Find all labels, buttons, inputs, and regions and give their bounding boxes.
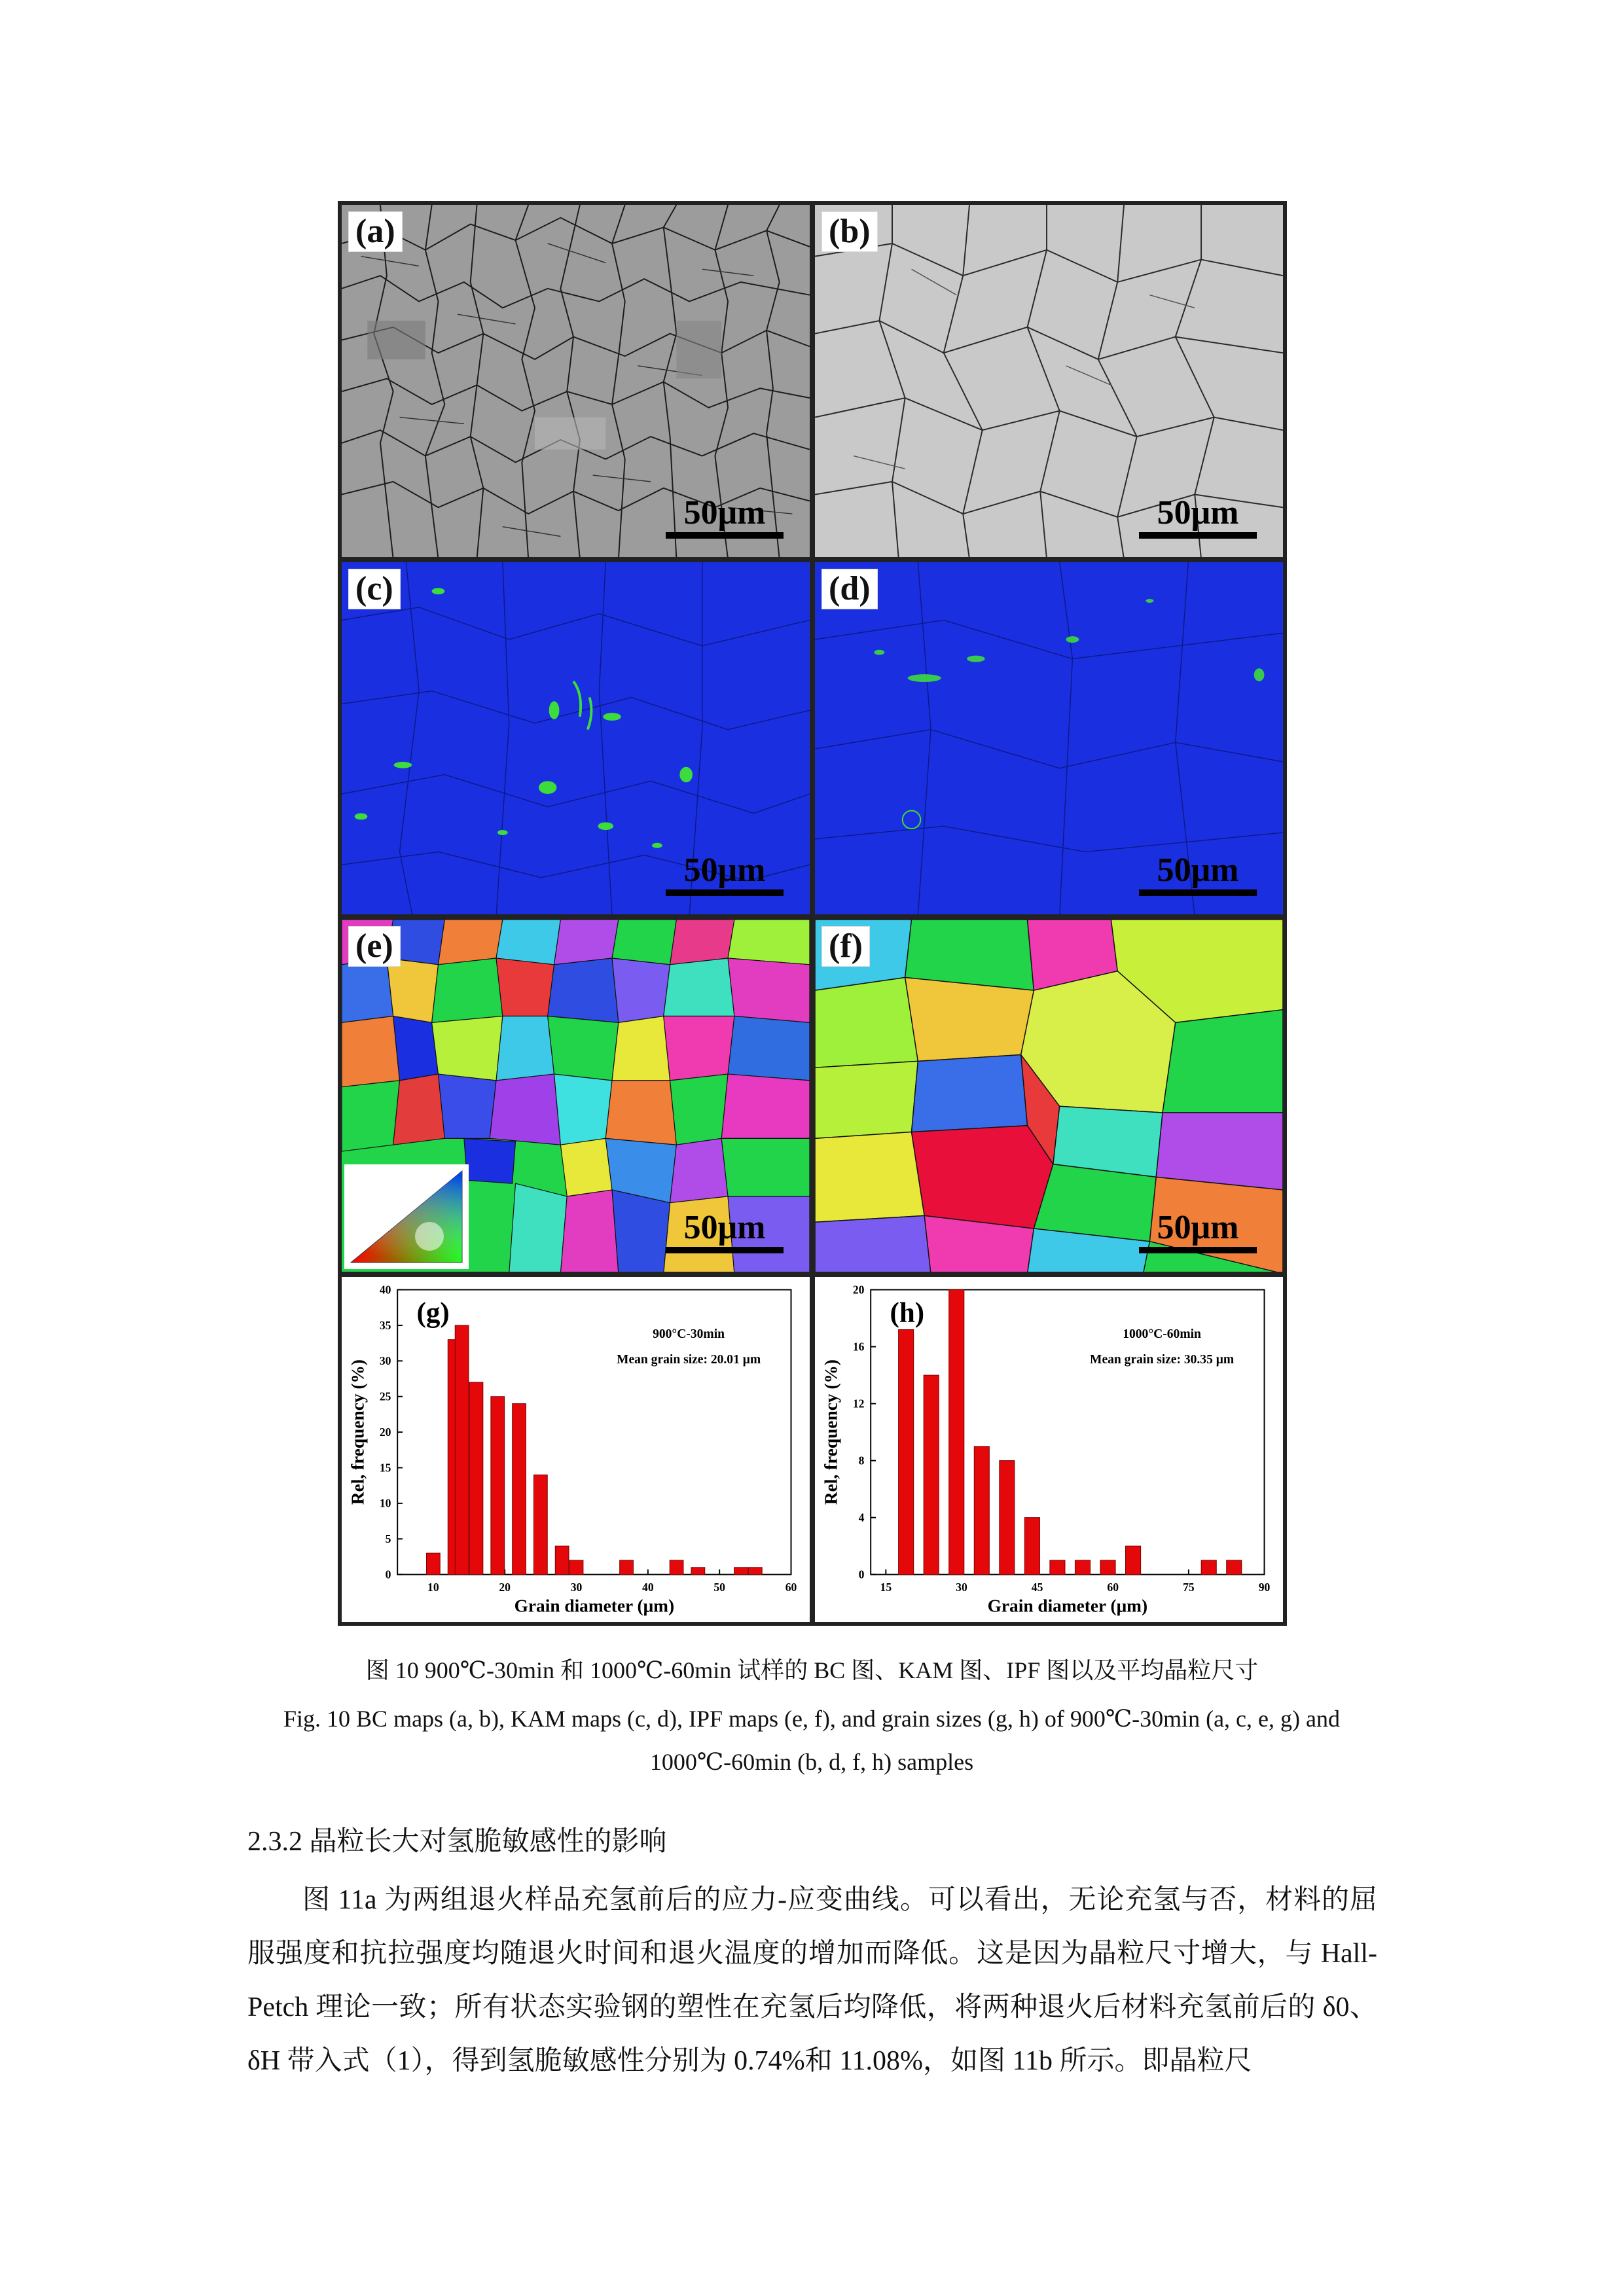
scale-bar-label: 50μm (1157, 494, 1239, 531)
histogram-bar (426, 1553, 440, 1575)
histogram-bar (1100, 1560, 1115, 1575)
panel-c-kam-map (338, 558, 814, 918)
x-tick-label: 60 (1107, 1581, 1119, 1594)
y-tick-label: 30 (379, 1354, 391, 1368)
histogram-bar (555, 1546, 569, 1575)
panel-f-ipf-map (811, 916, 1287, 1276)
histogram-bar (748, 1568, 762, 1575)
histogram-bar (1201, 1560, 1216, 1575)
y-axis-label: Rel, frequency (%) (348, 1359, 368, 1505)
histogram-bar (455, 1325, 469, 1575)
y-tick-label: 12 (852, 1397, 865, 1410)
scale-bar (1139, 494, 1257, 539)
y-tick-label: 0 (858, 1568, 865, 1581)
x-tick-label: 90 (1258, 1581, 1271, 1594)
y-tick-label: 0 (385, 1568, 391, 1581)
panel-label: (a) (348, 211, 403, 252)
histogram-bar (569, 1560, 583, 1575)
x-tick-label: 20 (499, 1581, 511, 1594)
histogram-bar (533, 1475, 547, 1574)
annotation-condition: 900°C-30min (653, 1327, 725, 1341)
panel-e-ipf-map (338, 916, 814, 1276)
y-tick-label: 5 (385, 1532, 391, 1546)
histogram-bar (670, 1560, 683, 1575)
scale-bar-label: 50μm (1157, 1209, 1239, 1246)
scale-bar-label: 50μm (683, 1209, 766, 1246)
panel-h-histogram (811, 1273, 1287, 1626)
scale-bar-label: 50μm (1157, 852, 1239, 889)
x-tick-label: 60 (785, 1581, 797, 1594)
panel-label: (h) (890, 1297, 925, 1329)
panel-a-bc-map (338, 201, 814, 561)
panel-b-bc-map (811, 201, 1287, 561)
histogram-bar (949, 1290, 964, 1575)
histogram-bar (899, 1329, 914, 1574)
scale-bar (666, 854, 784, 896)
x-axis-label: Grain diameter (μm) (514, 1596, 675, 1616)
y-tick-label: 25 (379, 1390, 391, 1403)
panel-d-kam-map (811, 558, 1287, 918)
histogram-bar (1227, 1560, 1242, 1575)
scale-bar-label: 50μm (683, 494, 766, 531)
histogram-bar (691, 1568, 705, 1575)
scale-bar (1139, 854, 1257, 896)
panel-label: (g) (416, 1297, 450, 1329)
x-tick-label: 15 (880, 1581, 892, 1594)
grain-size-chart-1000 (815, 1277, 1283, 1622)
scale-bar-line (1139, 532, 1257, 539)
x-tick-label: 10 (427, 1581, 439, 1594)
annotation-mean-grain-size: Mean grain size: 20.01 μm (617, 1352, 761, 1367)
histogram-bar (1126, 1546, 1141, 1575)
scale-bar-line (1139, 889, 1257, 896)
panel-label: (c) (348, 569, 401, 609)
histogram-bar (1024, 1518, 1039, 1575)
figure-caption-chinese: 图 10 900℃-30min 和 1000℃-60min 试样的 BC 图、KAM 图、IPF 图以及平均晶粒尺寸 (365, 1657, 1259, 1683)
y-tick-label: 40 (379, 1283, 391, 1297)
scale-bar (666, 494, 784, 539)
histogram-bar (513, 1404, 526, 1575)
y-tick-label: 10 (379, 1496, 391, 1510)
y-tick-label: 15 (379, 1461, 391, 1475)
histogram-bar (734, 1568, 748, 1575)
histogram-bar (491, 1397, 505, 1575)
x-tick-label: 30 (570, 1581, 583, 1594)
figure-caption-english (249, 1697, 1375, 1784)
annotation-mean-grain-size: Mean grain size: 30.35 μm (1090, 1352, 1235, 1367)
y-tick-label: 16 (852, 1340, 865, 1354)
histogram-bar (924, 1375, 939, 1575)
scale-bar-line (666, 532, 784, 539)
scale-bar-line (666, 889, 784, 896)
caption-en-line-1: Fig. 10 BC maps (a, b), KAM maps (c, d), IPF maps (e, f), and grain sizes (g, h) of 900℃-30min (a, c, e, g) and (283, 1706, 1340, 1732)
figure-10 (338, 201, 1287, 1626)
caption-en-line-2: 1000℃-60min (b, d, f, h) samples (649, 1749, 974, 1775)
x-tick-label: 30 (956, 1581, 967, 1594)
histogram-bar (1050, 1560, 1065, 1575)
y-tick-label: 4 (858, 1511, 865, 1524)
ipf-color-key-triangle (344, 1164, 469, 1269)
x-tick-label: 40 (642, 1581, 654, 1594)
panel-label: (e) (348, 926, 401, 967)
x-tick-label: 50 (713, 1581, 725, 1594)
panel-label: (f) (821, 926, 870, 967)
y-tick-label: 20 (379, 1425, 391, 1439)
panel-g-histogram (338, 1273, 814, 1626)
y-axis-label: Rel, frequency (%) (821, 1359, 841, 1505)
histogram-bar (620, 1560, 634, 1575)
scale-bar-line (1139, 1247, 1257, 1253)
y-tick-label: 20 (852, 1283, 865, 1297)
x-axis-label: Grain diameter (μm) (987, 1596, 1148, 1616)
histogram-bar (1075, 1560, 1090, 1575)
histogram-bar (1000, 1461, 1015, 1575)
histogram-bar (469, 1382, 483, 1575)
panel-label: (b) (821, 211, 878, 252)
scale-bar-label: 50μm (683, 852, 766, 889)
annotation-condition: 1000°C-60min (1123, 1327, 1201, 1341)
x-tick-label: 45 (1031, 1581, 1043, 1594)
scale-bar-line (666, 1247, 784, 1253)
histogram-bar (974, 1446, 989, 1575)
panel-label: (d) (821, 569, 878, 609)
y-tick-label: 8 (858, 1454, 865, 1467)
x-tick-label: 75 (1183, 1581, 1195, 1594)
body-paragraph: 图 11a 为两组退火样品充氢前后的应力-应变曲线。可以看出，无论充氢与否，材料的屈服强度和抗拉强度均随退火时间和退火温度的增加而降低。这是因为晶粒尺寸增大，与 Hall-Petch 理论一致；所有状态实验钢的塑性在充氢后均降低，将两种退火后材料充氢前后的 δ0、δH 带入式（1），得到氢脆敏感性分别为 0.74%和 11.08%，如图 11b 所示。即晶粒尺 (247, 1885, 1377, 2076)
scale-bar (666, 1211, 784, 1253)
grain-size-chart-900 (342, 1277, 810, 1622)
scale-bar (1139, 1211, 1257, 1253)
y-tick-label: 35 (379, 1318, 391, 1332)
section-heading: 2.3.2 晶粒长大对氢脆敏感性的影响 (247, 1827, 667, 1857)
